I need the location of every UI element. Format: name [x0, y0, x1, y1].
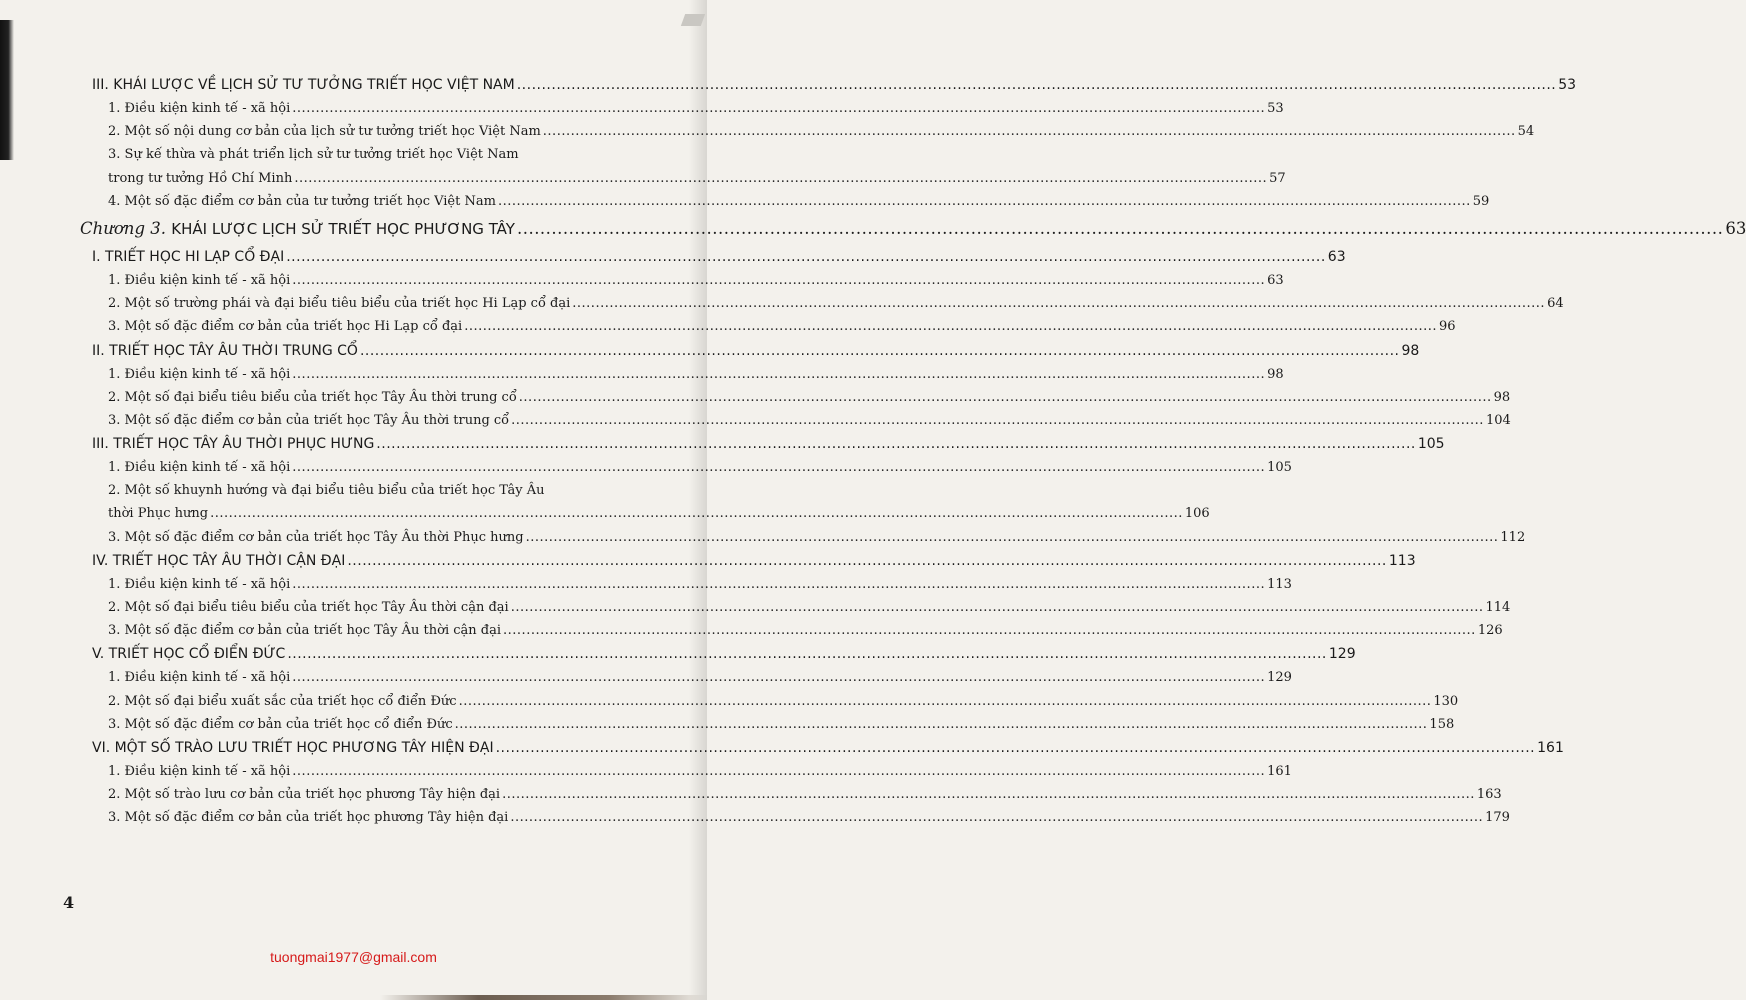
toc-entry [92, 386, 1511, 409]
toc-page-number: 113 [1267, 576, 1292, 592]
toc-title: 4. Một số đặc điểm cơ bản của tư tưởng triết học Việt Nam [108, 193, 496, 209]
dot-leader [498, 190, 1471, 213]
toc-title: trong tư tưởng Hồ Chí Minh [108, 170, 293, 186]
toc-entry [92, 666, 1292, 689]
toc-title: 1. Điều kiện kinh tế - xã hội [108, 576, 291, 592]
dot-leader [503, 619, 1476, 642]
toc-page-number: 63 [1327, 248, 1346, 265]
toc-title: 3. Một số đặc điểm cơ bản của triết học Tây Âu thời Phục hưng [108, 529, 524, 545]
toc-section [92, 736, 1564, 760]
dot-leader [292, 760, 1265, 783]
toc-entry [92, 190, 1490, 213]
dot-leader [511, 409, 1484, 432]
toc-section [92, 642, 1356, 666]
toc-title: 1. Điều kiện kinh tế - xã hội [108, 272, 291, 288]
toc-entry [92, 573, 1292, 596]
toc-page-number: 114 [1485, 600, 1511, 615]
toc-page-number: 105 [1267, 460, 1292, 476]
binding-shadow [0, 20, 14, 160]
toc-entry [92, 315, 1456, 338]
toc-title: 3. Một số đặc điểm cơ bản của triết học Tây Âu thời trung cổ [108, 412, 510, 428]
toc-title: 1. Điều kiện kinh tế - xã hội [108, 366, 291, 382]
dot-leader [287, 642, 1327, 666]
dot-leader [496, 736, 1536, 760]
toc-title: III. TRIẾT HỌC TÂY ÂU THỜI PHỤC HƯNG [92, 436, 375, 453]
toc-section [92, 339, 1420, 363]
toc-page-number: 98 [1267, 366, 1284, 382]
toc-entry [92, 97, 1284, 120]
toc-page-number: 161 [1537, 739, 1564, 756]
dot-leader [517, 213, 1723, 245]
toc-entry [92, 713, 1455, 736]
dot-leader [286, 245, 1326, 269]
toc-title: 2. Một số nội dung cơ bản của lịch sử tư tưởng triết học Việt Nam [108, 124, 541, 140]
toc-entry [92, 363, 1284, 386]
dot-leader [292, 269, 1265, 292]
toc-page-number: 63 [1267, 272, 1284, 288]
dot-leader [455, 713, 1428, 736]
toc-title: II. TRIẾT HỌC TÂY ÂU THỜI TRUNG CỔ [92, 342, 358, 359]
dot-leader [292, 363, 1265, 386]
toc-page-number: 129 [1267, 670, 1292, 686]
chapter-heading [80, 213, 515, 245]
toc-section [92, 432, 1445, 456]
toc-entry [92, 269, 1284, 292]
dot-leader [510, 806, 1483, 829]
toc-title: 3. Một số đặc điểm cơ bản của triết học Hi Lạp cổ đại [108, 319, 463, 335]
toc-page-number: 158 [1429, 716, 1455, 732]
toc-page-number: 126 [1477, 623, 1503, 639]
dot-leader [526, 526, 1499, 549]
toc-entry [92, 502, 1210, 525]
toc-entry [92, 120, 1535, 143]
toc-title: 2. Một số đại biểu xuất sắc của triết học cổ điển Đức [108, 693, 457, 709]
dot-leader [543, 120, 1516, 143]
toc-entry-first-line: 2. Một số khuynh hướng và đại biểu tiêu biểu của triết học Tây Âu [108, 483, 545, 499]
toc-title: 2. Một số trường phái và đại biểu tiêu biểu của triết học Hi Lạp cổ đại [108, 296, 571, 312]
dot-leader [292, 573, 1265, 596]
toc-page-number: 161 [1267, 763, 1292, 779]
toc-title: 2. Một số trào lưu cơ bản của triết học phương Tây hiện đại [108, 787, 501, 803]
dot-leader [519, 386, 1492, 409]
toc-entry [92, 456, 1292, 479]
toc-section [92, 549, 1416, 573]
dot-leader [210, 502, 1183, 525]
toc-page-number: 129 [1328, 646, 1356, 663]
toc-page-number: 163 [1476, 787, 1502, 803]
toc-entry [92, 690, 1459, 713]
toc-page-number: 106 [1184, 506, 1210, 522]
toc-page-number: 113 [1388, 552, 1416, 569]
toc-page-number: 98 [1493, 389, 1511, 405]
toc-entry-first-line: 3. Sự kế thừa và phát triển lịch sử tư tưởng triết học Việt Nam [108, 147, 519, 163]
toc-entry [92, 292, 1564, 315]
dot-leader [502, 783, 1475, 806]
toc-title: 2. Một số đại biểu tiêu biểu của triết học Tây Âu thời trung cổ [108, 389, 517, 405]
toc-entry [92, 526, 1526, 549]
dot-leader [292, 97, 1265, 120]
toc-entry [92, 409, 1511, 432]
toc-title: I. TRIẾT HỌC HI LẠP CỔ ĐẠI [92, 248, 285, 265]
dot-leader [292, 666, 1265, 689]
toc-title: 1. Điều kiện kinh tế - xã hội [108, 763, 291, 779]
dot-leader [376, 432, 1416, 456]
toc-page-number: 104 [1485, 412, 1511, 428]
toc-chapter [80, 213, 1746, 245]
toc-page-number: 63 [1725, 218, 1746, 238]
toc-entry [92, 167, 1286, 190]
dot-leader [517, 73, 1557, 97]
toc-entry [92, 619, 1503, 642]
dot-leader [511, 596, 1484, 619]
chapter-label: Chương 3. [80, 218, 166, 238]
toc-page-number: 64 [1547, 296, 1564, 312]
toc-entry [92, 596, 1511, 619]
page-number: 4 [63, 893, 75, 912]
toc-title: 2. Một số đại biểu tiêu biểu của triết học Tây Âu thời cận đại [108, 600, 509, 615]
toc-page-number: 53 [1267, 101, 1284, 116]
chapter-title: KHÁI LƯỢC LỊCH SỬ TRIẾT HỌC PHƯƠNG TÂY [171, 219, 515, 238]
toc-entry [92, 783, 1502, 806]
toc-page-number: 54 [1517, 124, 1535, 140]
toc-page-number: 98 [1401, 342, 1420, 359]
toc-section [92, 73, 1577, 97]
dot-leader [294, 167, 1267, 190]
toc-entry [92, 806, 1510, 829]
toc-title: 3. Một số đặc điểm cơ bản của triết học cổ điển Đức [108, 716, 453, 732]
toc-page-number: 112 [1500, 529, 1526, 545]
toc-title: III. KHÁI LƯỢC VỀ LỊCH SỬ TƯ TƯỞNG TRIẾT HỌC VIỆT NAM [92, 77, 515, 93]
toc-title: 3. Một số đặc điểm cơ bản của triết học phương Tây hiện đại [108, 810, 509, 826]
dot-leader [572, 292, 1545, 315]
dot-leader [347, 549, 1387, 573]
toc-page-number: 105 [1417, 436, 1445, 453]
toc-page-number: 53 [1558, 77, 1577, 93]
toc-title: VI. MỘT SỐ TRÀO LƯU TRIẾT HỌC PHƯƠNG TÂY HIỆN ĐẠI [92, 739, 494, 756]
dot-leader [292, 456, 1265, 479]
bottom-edge-shadow [380, 995, 707, 1000]
dot-leader [459, 690, 1432, 713]
toc-page-number: 130 [1433, 693, 1459, 709]
page-edge-shadow [689, 0, 707, 1000]
toc-page-number: 59 [1472, 193, 1490, 209]
toc-title: 1. Điều kiện kinh tế - xã hội [108, 670, 291, 686]
toc-page-number: 96 [1438, 319, 1456, 335]
toc-title: thời Phục hưng [108, 506, 209, 522]
toc-title: 1. Điều kiện kinh tế - xã hội [108, 101, 291, 116]
toc-title: 3. Một số đặc điểm cơ bản của triết học Tây Âu thời cận đại [108, 623, 502, 639]
toc-section [92, 245, 1346, 269]
toc-page-number: 57 [1269, 170, 1286, 186]
toc-title: 1. Điều kiện kinh tế - xã hội [108, 460, 291, 476]
dot-leader [360, 339, 1400, 363]
toc-page-number: 179 [1485, 810, 1510, 826]
footer-email: tuongmai1977@gmail.com [270, 949, 437, 965]
toc-title: V. TRIẾT HỌC CỔ ĐIỂN ĐỨC [92, 646, 286, 663]
dot-leader [464, 315, 1437, 338]
table-of-contents [80, 73, 1746, 830]
toc-title: IV. TRIẾT HỌC TÂY ÂU THỜI CẬN ĐẠI [92, 552, 346, 569]
toc-entry [92, 760, 1292, 783]
